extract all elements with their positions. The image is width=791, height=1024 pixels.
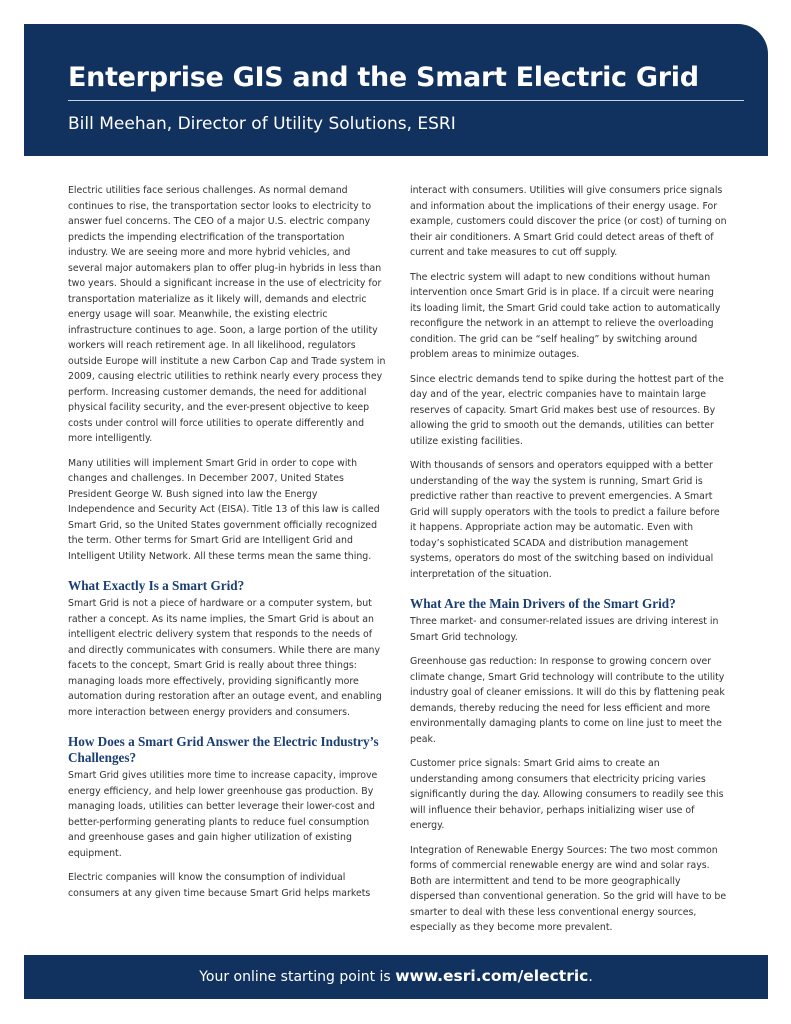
footer-banner (24, 955, 768, 999)
paragraph: Electric utilities face serious challenges. As normal demand continues to rise, the transportation sector looks to electricity to answer fuel concerns. The CEO of a major U.S. electric company predicts the impending electrification of the transportation industry. We are seeing more and more hybrid vehicles, and several major automakers plan to offer plug-in hybrids in less than two years. Should a significant increase in the use of electricity for transportation materialize as it likely will, demands and electric energy usage will soar. Meanwhile, the existing electric infrastructure continues to age. Soon, a large portion of the utility workers will reach retirement age. In all likelihood, regulators outside Europe will institute a new Carbon Cap and Trade system in 2009, causing electric utilities to rethink nearly every process they perform. Increasing customer demands, the need for additional physical facility security, and the ever-present objective to keep costs under control will force utilities to operate differently and more intelligently. (68, 185, 386, 444)
paragraph: Three market- and consumer-related issues are driving interest in Smart Grid technology. (410, 616, 719, 643)
paragraph: The electric system will adapt to new conditions without human intervention once Smart Grid is in place. If a circuit were nearing its loading limit, the Smart Grid could take action to automatically reconfigure the network in an attempt to relieve the overloading condition. The grid can be “self healing” by switching around problem areas to minimize outages. (410, 271, 721, 360)
paragraph: Customer price signals: Smart Grid aims to create an understanding among consumers that electricity pricing varies significantly during the day. Allowing consumers to readily see this will influence their behavior, perhaps initializing wiser use of energy. (410, 758, 724, 831)
paragraph: Since electric demands tend to spike during the hottest part of the day and of the year, electric companies have to maintain large reserves of capacity. Smart Grid makes best use of resources. By allowing the grid to smooth out the demands, utilities can better utilize existing facilities. (410, 373, 724, 447)
paragraph: Smart Grid gives utilities more time to increase capacity, improve energy efficiency, and help lower greenhouse gas production. By managing loads, utilities can better leverage their lower-cost and better-performing generating plants to reduce fuel consumption and greenhouse gases and gain higher utilization of existing equipment. (68, 770, 378, 859)
section-heading: What Are the Main Drivers of the Smart Grid? (410, 596, 676, 611)
header-banner (24, 24, 768, 156)
footer-lead: Your online starting point is (199, 969, 396, 985)
header-divider (68, 100, 744, 101)
footer-text (24, 967, 768, 985)
paragraph: Greenhouse gas reduction: In response to growing concern over climate change, Smart Grid technology will contribute to the utility industry goal of cleaner emissions. It will do this by flattening peak demands, thereby reducing the need for less efficient and more environmentally damaging plants to come on line just to meet the peak. (410, 656, 725, 745)
footer-trail: . (588, 969, 593, 985)
left-column (68, 183, 386, 910)
paragraph: Smart Grid is not a piece of hardware or a computer system, but rather a concept. As its name implies, the Smart Grid is about an intelligent electric delivery system that responds to the needs of and directly communicates with consumers. While there are many facets to the concept, Smart Grid is really about three things: managing loads more effectively, providing significantly more automation during restoration after an outage event, and enabling more interaction between energy providers and consumers. (68, 598, 382, 718)
paragraph: interact with consumers. Utilities will give consumers price signals and information about the implications of their energy usage. For example, customers could discover the price (or cost) of turning on their air conditioners. A Smart Grid could detect areas of theft of current and take measures to cut off supply. (410, 185, 727, 258)
paragraph: Many utilities will implement Smart Grid in order to cope with changes and challenges. In December 2007, United States President George W. Bush signed into law the Energy Independence and Security Act (EISA). Title 13 of this law is called Smart Grid, so the United States government officially recognized the term. Other terms for Smart Grid are Intelligent Grid and Intelligent Utility Network. All these terms mean the same thing. (68, 457, 380, 562)
paragraph: Electric companies will know the consumption of individual consumers at any given time because Smart Grid helps markets (68, 872, 371, 899)
section-heading: What Exactly Is a Smart Grid? (68, 578, 245, 593)
website-link[interactable]: www.esri.com/electric (395, 967, 589, 985)
paragraph: With thousands of sensors and operators equipped with a better understanding of the way the system is running, Smart Grid is predictive rather than reactive to prevent emergencies. A Smart Grid will supply operators with the tools to predict a failure before it happens. Appropriate action may be automatic. Even with today’s sophisticated SCADA and distribution management systems, operators do most of the switching based on individual interpretation of the situation. (410, 460, 720, 580)
section-heading: How Does a Smart Grid Answer the Electric Industry’s Challenges? (68, 734, 379, 765)
author-byline: Bill Meehan, Director of Utility Solutions, ESRI (68, 114, 456, 134)
right-column (410, 183, 728, 945)
page-title: Enterprise GIS and the Smart Electric Grid (68, 62, 699, 93)
paragraph: Integration of Renewable Energy Sources: The two most common forms of commercial renewable energy are wind and solar rays. Both are intermittent and tend to be more geographically dispersed than conventional generation. So the grid will have to be smarter to deal with these less conventional energy sources, especially as they become more prevalent. (410, 844, 727, 933)
